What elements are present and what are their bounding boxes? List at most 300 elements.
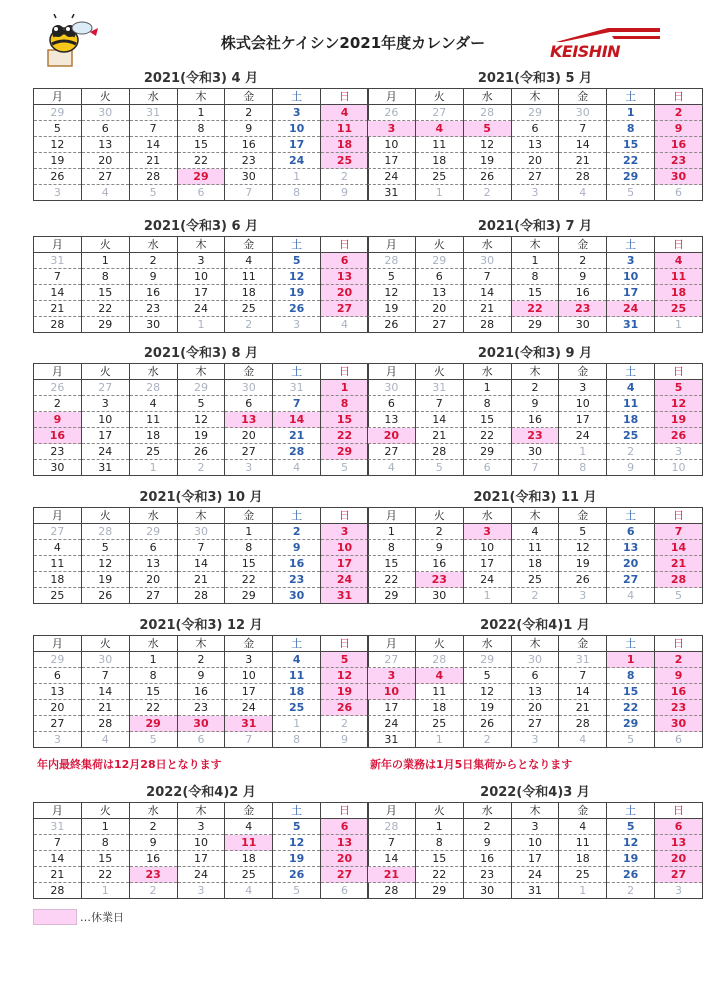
day-cell: 29: [607, 716, 655, 732]
weekday-header: 月: [368, 636, 416, 652]
day-cell: 27: [368, 444, 416, 460]
day-cell: 8: [607, 668, 655, 684]
day-cell: 1: [463, 380, 511, 396]
day-cell: 7: [34, 835, 82, 851]
day-cell: 20: [321, 285, 369, 301]
day-cell: 3: [177, 819, 225, 835]
day-cell: 4: [559, 185, 607, 201]
day-cell: 19: [368, 301, 416, 317]
day-cell: 16: [177, 684, 225, 700]
day-cell: 3: [225, 652, 273, 668]
weekday-header: 木: [511, 508, 559, 524]
day-cell: 9: [177, 668, 225, 684]
weekday-header: 火: [415, 803, 463, 819]
day-cell: 21: [655, 556, 703, 572]
day-cell: 11: [559, 835, 607, 851]
day-cell: 17: [463, 556, 511, 572]
week-row: [368, 269, 703, 285]
day-cell: 29: [368, 588, 416, 604]
day-cell: 25: [225, 867, 273, 883]
month-calendar: [33, 70, 369, 201]
day-cell: 29: [415, 253, 463, 269]
day-cell: 25: [129, 444, 177, 460]
day-cell: 18: [225, 285, 273, 301]
day-cell: 4: [559, 819, 607, 835]
weekday-header: 金: [225, 636, 273, 652]
day-cell: 27: [81, 380, 129, 396]
day-cell: 27: [129, 588, 177, 604]
day-cell: 1: [81, 253, 129, 269]
day-cell: 1: [177, 105, 225, 121]
day-cell: 25: [511, 572, 559, 588]
day-cell: 31: [368, 185, 416, 201]
day-cell: 30: [34, 460, 82, 476]
day-cell: 25: [34, 588, 82, 604]
day-cell: 31: [607, 317, 655, 333]
day-cell: 4: [34, 540, 82, 556]
day-cell: 2: [607, 883, 655, 899]
weekday-header: 土: [273, 89, 321, 105]
day-cell: 2: [177, 460, 225, 476]
month-grid: [367, 802, 703, 899]
day-cell: 23: [655, 153, 703, 169]
day-cell: 28: [129, 169, 177, 185]
day-cell: 2: [559, 253, 607, 269]
month-grid: [367, 363, 703, 476]
weekday-header: 火: [81, 803, 129, 819]
day-cell: 4: [81, 732, 129, 748]
week-row: [368, 444, 703, 460]
day-cell: 27: [511, 169, 559, 185]
day-cell: 4: [273, 460, 321, 476]
day-cell: 6: [511, 668, 559, 684]
weekday-header: 日: [655, 89, 703, 105]
day-cell: 18: [321, 137, 369, 153]
month-title: 2021(令和3) 12 月: [139, 618, 263, 633]
day-cell: 5: [177, 396, 225, 412]
day-cell: 30: [81, 652, 129, 668]
day-cell: 22: [607, 700, 655, 716]
day-cell: 26: [34, 380, 82, 396]
day-cell: 29: [129, 716, 177, 732]
day-cell: 28: [81, 716, 129, 732]
day-cell: 1: [511, 253, 559, 269]
day-cell: 3: [321, 524, 369, 540]
day-cell: 30: [463, 253, 511, 269]
day-cell: 28: [34, 883, 82, 899]
day-cell: 2: [415, 524, 463, 540]
day-cell: 5: [655, 588, 703, 604]
weekday-header: 水: [129, 237, 177, 253]
day-cell: 24: [225, 700, 273, 716]
day-cell: 12: [177, 412, 225, 428]
week-row: [34, 819, 369, 835]
day-cell: 16: [129, 285, 177, 301]
day-cell: 3: [273, 105, 321, 121]
day-cell: 30: [463, 883, 511, 899]
weekday-header: 水: [129, 636, 177, 652]
day-cell: 20: [81, 153, 129, 169]
weekday-header: 日: [655, 803, 703, 819]
day-cell: 6: [368, 396, 416, 412]
day-cell: 29: [81, 317, 129, 333]
day-cell: 15: [368, 556, 416, 572]
day-cell: 31: [129, 105, 177, 121]
day-cell: 15: [463, 412, 511, 428]
day-cell: 11: [415, 137, 463, 153]
day-cell: 2: [225, 317, 273, 333]
week-row: [368, 412, 703, 428]
day-cell: 23: [129, 867, 177, 883]
weekday-header: 金: [559, 508, 607, 524]
day-cell: 2: [463, 185, 511, 201]
week-row: [368, 285, 703, 301]
day-cell: 6: [225, 396, 273, 412]
day-cell: 8: [225, 540, 273, 556]
week-row: [368, 380, 703, 396]
day-cell: 12: [559, 540, 607, 556]
day-cell: 9: [225, 121, 273, 137]
day-cell: 16: [34, 428, 82, 444]
day-cell: 3: [511, 732, 559, 748]
day-cell: 12: [463, 137, 511, 153]
day-cell: 29: [225, 588, 273, 604]
day-cell: 2: [129, 883, 177, 899]
week-row: [34, 444, 369, 460]
day-cell: 28: [559, 716, 607, 732]
day-cell: 17: [368, 153, 416, 169]
day-cell: 14: [34, 285, 82, 301]
day-cell: 4: [655, 253, 703, 269]
day-cell: 1: [415, 185, 463, 201]
day-cell: 22: [129, 700, 177, 716]
weekday-header: 金: [225, 364, 273, 380]
week-row: [34, 301, 369, 317]
day-cell: 3: [511, 185, 559, 201]
day-cell: 22: [607, 153, 655, 169]
day-cell: 9: [129, 835, 177, 851]
day-cell: 6: [177, 732, 225, 748]
day-cell: 17: [225, 684, 273, 700]
day-cell: 26: [463, 716, 511, 732]
weekday-header: 水: [463, 364, 511, 380]
day-cell: 21: [34, 867, 82, 883]
week-row: [368, 684, 703, 700]
day-cell: 28: [368, 253, 416, 269]
day-cell: 28: [368, 883, 416, 899]
day-cell: 12: [607, 835, 655, 851]
day-cell: 16: [559, 285, 607, 301]
weekday-header: 火: [81, 237, 129, 253]
day-cell: 8: [129, 668, 177, 684]
day-cell: 25: [559, 867, 607, 883]
day-cell: 22: [321, 428, 369, 444]
day-cell: 17: [177, 851, 225, 867]
day-cell: 30: [559, 317, 607, 333]
day-cell: 7: [34, 269, 82, 285]
day-cell: 9: [415, 540, 463, 556]
day-cell: 26: [177, 444, 225, 460]
day-cell: 18: [511, 556, 559, 572]
day-cell: 18: [129, 428, 177, 444]
day-cell: 2: [463, 819, 511, 835]
month-title: 2021(令和3) 4 月: [143, 71, 259, 86]
day-cell: 1: [129, 652, 177, 668]
day-cell: 14: [129, 137, 177, 153]
day-cell: 26: [34, 169, 82, 185]
day-cell: 1: [177, 317, 225, 333]
day-cell: 7: [368, 835, 416, 851]
keishin-logo: [548, 24, 664, 64]
day-cell: 13: [415, 285, 463, 301]
day-cell: 16: [655, 684, 703, 700]
day-cell: 30: [655, 169, 703, 185]
day-cell: 1: [559, 444, 607, 460]
week-row: [34, 867, 369, 883]
day-cell: 30: [511, 444, 559, 460]
day-cell: 3: [511, 819, 559, 835]
month-calendar: [33, 617, 369, 748]
day-cell: 10: [511, 835, 559, 851]
week-row: [34, 396, 369, 412]
day-cell: 19: [177, 428, 225, 444]
day-cell: 2: [129, 819, 177, 835]
day-cell: 31: [34, 819, 82, 835]
day-cell: 8: [321, 396, 369, 412]
page-title: 株式会社ケイシン2021年度カレンダー: [220, 34, 486, 52]
day-cell: 23: [129, 301, 177, 317]
day-cell: 23: [34, 444, 82, 460]
day-cell: 30: [559, 105, 607, 121]
day-cell: 8: [273, 185, 321, 201]
day-cell: 27: [415, 105, 463, 121]
day-cell: 26: [273, 867, 321, 883]
month-calendar: [367, 70, 703, 201]
day-cell: 26: [321, 700, 369, 716]
day-cell: 1: [463, 588, 511, 604]
weekday-header: 月: [368, 508, 416, 524]
week-row: [34, 668, 369, 684]
month-grid: [367, 236, 703, 333]
day-cell: 5: [273, 253, 321, 269]
day-cell: 29: [34, 105, 82, 121]
day-cell: 8: [559, 460, 607, 476]
day-cell: 1: [415, 819, 463, 835]
day-cell: 29: [177, 380, 225, 396]
weekday-header: 木: [177, 508, 225, 524]
day-cell: 16: [225, 137, 273, 153]
day-cell: 13: [607, 540, 655, 556]
day-cell: 20: [368, 428, 416, 444]
day-cell: 24: [559, 428, 607, 444]
week-row: [34, 105, 369, 121]
day-cell: 4: [607, 588, 655, 604]
month-grid: [33, 802, 369, 899]
weekday-header: 日: [655, 364, 703, 380]
day-cell: 10: [463, 540, 511, 556]
day-cell: 18: [559, 851, 607, 867]
day-cell: 5: [607, 732, 655, 748]
day-cell: 13: [321, 269, 369, 285]
day-cell: 28: [463, 105, 511, 121]
day-cell: 27: [81, 169, 129, 185]
day-cell: 9: [559, 269, 607, 285]
day-cell: 6: [129, 540, 177, 556]
day-cell: 23: [177, 700, 225, 716]
week-row: [34, 460, 369, 476]
day-cell: 23: [655, 700, 703, 716]
day-cell: 1: [415, 732, 463, 748]
week-row: [34, 269, 369, 285]
month-title: 2021(令和3) 6 月: [143, 219, 259, 234]
weekday-header: 木: [177, 636, 225, 652]
day-cell: 12: [463, 684, 511, 700]
weekday-header: 土: [607, 237, 655, 253]
weekday-header: 土: [607, 508, 655, 524]
day-cell: 3: [368, 121, 416, 137]
week-row: [34, 412, 369, 428]
day-cell: 18: [415, 700, 463, 716]
day-cell: 18: [415, 153, 463, 169]
week-row: [34, 652, 369, 668]
day-cell: 26: [607, 867, 655, 883]
day-cell: 6: [655, 185, 703, 201]
weekday-header: 日: [321, 364, 369, 380]
day-cell: 5: [415, 460, 463, 476]
day-cell: 28: [463, 317, 511, 333]
month-calendar: [33, 489, 369, 604]
weekday-header: 木: [177, 364, 225, 380]
day-cell: 29: [321, 444, 369, 460]
day-cell: 11: [225, 269, 273, 285]
day-cell: 21: [273, 428, 321, 444]
day-cell: 19: [273, 285, 321, 301]
day-cell: 2: [655, 105, 703, 121]
week-row: [368, 185, 703, 201]
day-cell: 3: [81, 396, 129, 412]
day-cell: 22: [81, 301, 129, 317]
day-cell: 7: [415, 396, 463, 412]
month-title: 2021(令和3) 5 月: [477, 71, 593, 86]
day-cell: 20: [34, 700, 82, 716]
week-row: [368, 819, 703, 835]
day-cell: 3: [559, 588, 607, 604]
day-cell: 6: [34, 668, 82, 684]
day-cell: 15: [81, 285, 129, 301]
day-cell: 24: [511, 867, 559, 883]
day-cell: 3: [225, 460, 273, 476]
header: [0, 0, 706, 70]
week-row: [368, 105, 703, 121]
day-cell: 7: [655, 524, 703, 540]
day-cell: 31: [415, 380, 463, 396]
weekday-header: 金: [225, 237, 273, 253]
day-cell: 2: [34, 396, 82, 412]
day-cell: 10: [81, 412, 129, 428]
day-cell: 14: [559, 137, 607, 153]
day-cell: 20: [225, 428, 273, 444]
day-cell: 17: [321, 556, 369, 572]
day-cell: 2: [177, 652, 225, 668]
weekday-header: 月: [34, 636, 82, 652]
day-cell: 8: [81, 269, 129, 285]
day-cell: 8: [368, 540, 416, 556]
day-cell: 19: [34, 153, 82, 169]
day-cell: 1: [655, 317, 703, 333]
month-grid: [367, 635, 703, 748]
day-cell: 5: [559, 524, 607, 540]
day-cell: 13: [81, 137, 129, 153]
week-row: [34, 121, 369, 137]
day-cell: 29: [177, 169, 225, 185]
day-cell: 28: [415, 444, 463, 460]
day-cell: 14: [273, 412, 321, 428]
day-cell: 2: [321, 169, 369, 185]
day-cell: 24: [273, 153, 321, 169]
day-cell: 25: [415, 716, 463, 732]
weekday-header: 日: [321, 508, 369, 524]
day-cell: 26: [559, 572, 607, 588]
week-row: [34, 835, 369, 851]
week-row: [368, 137, 703, 153]
day-cell: 1: [273, 716, 321, 732]
week-row: [34, 851, 369, 867]
day-cell: 25: [415, 169, 463, 185]
weekday-header: 土: [273, 364, 321, 380]
day-cell: 11: [415, 684, 463, 700]
day-cell: 25: [273, 700, 321, 716]
day-cell: 10: [321, 540, 369, 556]
day-cell: 7: [177, 540, 225, 556]
day-cell: 30: [225, 169, 273, 185]
day-cell: 24: [177, 867, 225, 883]
day-cell: 2: [511, 380, 559, 396]
week-row: [368, 396, 703, 412]
weekday-header: 日: [655, 508, 703, 524]
month-title: 2021(令和3) 7 月: [477, 219, 593, 234]
day-cell: 14: [177, 556, 225, 572]
weekday-header: 月: [34, 237, 82, 253]
day-cell: 6: [463, 460, 511, 476]
day-cell: 29: [463, 444, 511, 460]
day-cell: 4: [225, 819, 273, 835]
day-cell: 10: [225, 668, 273, 684]
day-cell: 2: [511, 588, 559, 604]
day-cell: 7: [273, 396, 321, 412]
day-cell: 6: [655, 819, 703, 835]
day-cell: 17: [273, 137, 321, 153]
day-cell: 4: [368, 460, 416, 476]
day-cell: 5: [463, 668, 511, 684]
day-cell: 6: [607, 524, 655, 540]
day-cell: 27: [415, 317, 463, 333]
weekday-header: 月: [368, 237, 416, 253]
day-cell: 11: [607, 396, 655, 412]
month-title: 2022(令和4)3 月: [480, 785, 590, 800]
day-cell: 21: [463, 301, 511, 317]
day-cell: 30: [273, 588, 321, 604]
day-cell: 28: [415, 652, 463, 668]
week-row: [34, 716, 369, 732]
day-cell: 1: [607, 105, 655, 121]
day-cell: 1: [81, 819, 129, 835]
day-cell: 19: [81, 572, 129, 588]
week-row: [34, 428, 369, 444]
day-cell: 26: [655, 428, 703, 444]
day-cell: 3: [34, 185, 82, 201]
week-row: [368, 460, 703, 476]
day-cell: 13: [321, 835, 369, 851]
